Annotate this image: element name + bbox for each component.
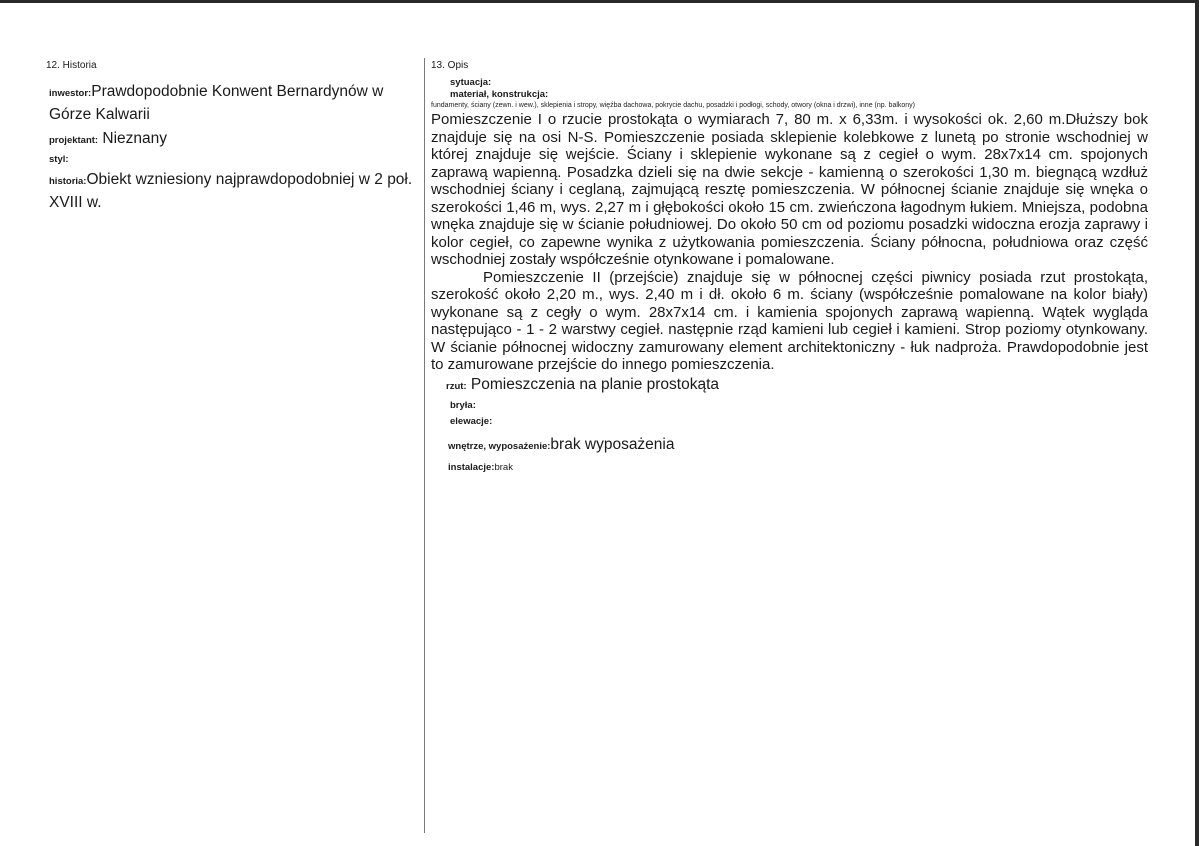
historia-section — [46, 60, 418, 213]
scan-edge-top — [0, 0, 1199, 3]
styl-field — [46, 151, 418, 167]
opis-section — [431, 60, 1156, 476]
instalacje-field — [431, 458, 1156, 476]
material-hint: fundamenty, ściany (zewn. i wew.), sklepienia i stropy, więźba dachowa, pokrycie dachu, posadzki i podłogi, schody, otwory (okna i drzwi), inne (np. balkony) — [431, 102, 916, 109]
wnetrze-field — [431, 436, 1156, 456]
elewacje-label: elewacje: — [450, 415, 493, 427]
description-text — [431, 111, 1156, 374]
elewacje-field — [431, 414, 1156, 430]
material-label: materiał, konstrukcja: — [450, 89, 549, 100]
wnetrze-label: wnętrze, wyposażenie: — [448, 440, 551, 452]
sytuacja-field — [431, 77, 1156, 89]
instalacje-value: brak — [494, 461, 513, 473]
opis-title: 13. Opis — [431, 60, 469, 71]
inwestor-label: inwestor: — [49, 88, 92, 99]
projektant-label: projektant: — [49, 135, 99, 146]
wnetrze-value: brak wyposażenia — [550, 435, 675, 453]
scan-edge-right — [1195, 0, 1199, 846]
description-paragraph-1: Pomieszczenie I o rzucie prostokąta o wymiarach 7, 80 m. x 6,33m. i wysokości ok. 2,60 m.Dłuższy bok znajduje się na osi N-S. Pomieszczenie posiada sklepienie kolebkowe z lunetą po stronie wschodniej w której znajduje się wejście. Ściany i sklepienie wykonane są z cegieł o wym. 28x7x14 cm. spojonych zaprawą wapienną. Posadzka dzieli się na dwie sekcje - kamienną o szerokości 1,30 m. biegnącą wzdłuż wschodniej ściany i ceglaną, zajmującą resztę pomieszczenia. W północnej ścianie znajduje się wnęka o szerokości 1,46 m, wys. 2,27 m i głębokości około 15 cm. zwieńczona łagodnym łukiem. Mniejsza, podobna wnęka znajduje się w ścianie południowej. Do około 50 cm od poziomu posadzki widoczna erozja zaprawy i kolor cegieł, co zapewne wynika z użytkowania pomieszczenia. Ściany północna, południowa oraz część wschodniej zostały współcześnie otynkowane i pomalowane. — [431, 111, 1148, 268]
projektant-field — [46, 129, 418, 151]
rzut-label: rzut: — [446, 380, 467, 392]
bryla-field — [431, 398, 1156, 414]
instalacje-label: instalacje: — [448, 461, 495, 473]
sytuacja-label: sytuacja: — [450, 77, 492, 88]
styl-label: styl: — [49, 154, 69, 165]
inwestor-value: Prawdopodobnie Konwent Bernardynów w Górze Kalwarii — [49, 83, 384, 123]
projektant-value: Nieznany — [98, 130, 168, 147]
rzut-value: Pomieszczenia na planie prostokąta — [466, 375, 720, 393]
inwestor-field — [46, 81, 418, 125]
bryla-label: bryła: — [450, 399, 476, 411]
historia-value: Obiekt wzniesiony najprawdopodobniej w 2 poł. XVIII w. — [49, 171, 413, 211]
historia-label: historia: — [49, 176, 87, 187]
historia-field — [46, 169, 418, 213]
column-divider — [424, 58, 425, 833]
historia-title: 12. Historia — [46, 60, 97, 71]
description-paragraph-2: Pomieszczenie II (przejście) znajduje się w północnej części piwnicy posiada rzut prostokąta, szerokość około 2,20 m., wys. 2,40 m i dł. około 6 m. ściany (współcześnie pomalowane na kolor biały) wykonane są z cegły o wym. 28x7x14 cm. i kamienia spojonych zaprawą wapienną. Wątek wygląda następująco - 1 - 2 warstwy cegieł. następnie rząd kamieni lub cegieł i kamieni. Strop poziomy otynkowany. W ścianie północnej widoczny zamurowany element architektoniczny - łuk nadproża. Prawdopodobnie jest to zamurowane przejście do innego pomieszczenia. — [431, 268, 1148, 373]
material-field — [431, 89, 1156, 101]
rzut-field — [431, 376, 1156, 396]
